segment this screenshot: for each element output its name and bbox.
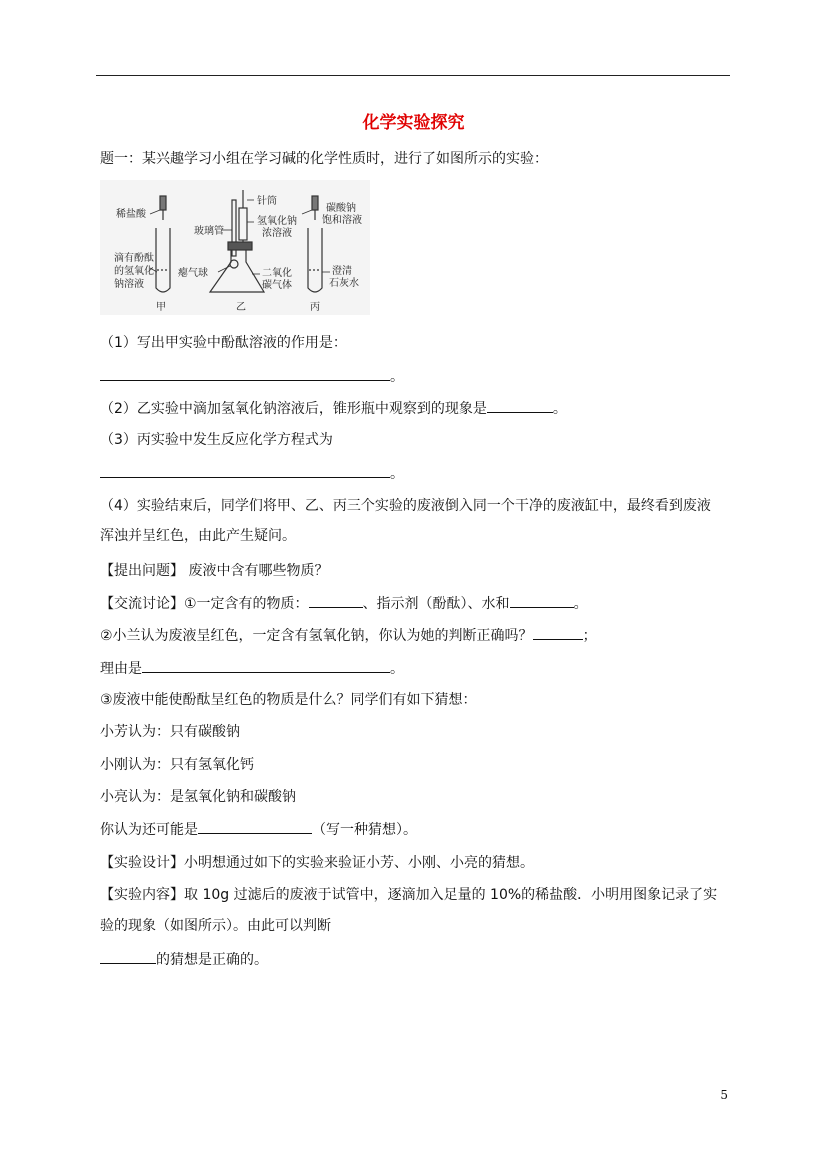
answer-blank[interactable] — [487, 398, 553, 413]
label-limewater-1: 澄清 — [332, 266, 352, 277]
discussion-3: ③废液中能使酚酞呈红色的物质是什么？同学们有如下猜想： — [100, 692, 477, 708]
answer-blank[interactable] — [142, 658, 390, 673]
question-1-4-line-2: 浑浊并呈红色，由此产生疑问。 — [100, 528, 296, 544]
question-1-4-line-1: （4）实验结束后，同学们将甲、乙、丙三个实验的废液倒入同一个干净的废液缸中，最终看到废液 — [100, 498, 711, 514]
guess-4: 你认为还可能是 （写一种猜想）。 — [100, 819, 417, 840]
answer-line-1-3: 。 — [100, 463, 404, 484]
label-limewater-2: 石灰水 — [329, 278, 359, 289]
label-jia: 甲 — [156, 302, 166, 313]
question-1-1: （1）写出甲实验中酚酞溶液的作用是： — [100, 335, 347, 351]
label-co2-2: 碳气体 — [262, 280, 292, 291]
label-glass-tube: 玻璃管 — [194, 226, 224, 237]
label-bing: 丙 — [310, 302, 320, 313]
guess-3: 小亮认为：是氢氧化钠和碳酸钠 — [100, 789, 296, 805]
label-naoh-2: 浓溶液 — [262, 228, 292, 239]
discussion-2: ②小兰认为废液呈红色，一定含有氢氧化钠，你认为她的判断正确吗？ ； — [100, 625, 597, 646]
guess-2: 小刚认为：只有氢氧化钙 — [100, 757, 254, 773]
answer-blank[interactable] — [100, 463, 390, 478]
reason-line: 理由是 。 — [100, 658, 404, 679]
guess-1: 小芳认为：只有碳酸钠 — [100, 724, 240, 740]
section-content-line-2: 验的现象（如图所示）。由此可以判断 — [100, 918, 331, 934]
label-naoh-1: 氢氧化钠 — [257, 216, 297, 227]
label-phenol-2: 的氢氧化 — [114, 266, 154, 277]
section-ask: 【提出问题】 废液中含有哪些物质？ — [100, 563, 329, 579]
label-hcl: 稀盐酸 — [116, 209, 146, 220]
page-title: 化学实验探究 — [362, 113, 465, 133]
label-balloon: 瘪气球 — [178, 268, 208, 279]
answer-blank[interactable] — [533, 625, 583, 640]
answer-blank[interactable] — [198, 819, 312, 834]
label-co2-1: 二氧化 — [262, 268, 292, 279]
discussion-1: 【交流讨论】①一定含有的物质： 、指示剂（酚酞）、水和 。 — [100, 593, 588, 614]
label-na2co3-1: 碳酸钠 — [326, 203, 356, 214]
question-intro: 题一：某兴趣学习小组在学习碱的化学性质时，进行了如图所示的实验： — [100, 151, 548, 167]
label-yi: 乙 — [236, 302, 246, 313]
page-number: 5 — [720, 1088, 728, 1102]
answer-blank[interactable] — [100, 366, 390, 381]
answer-blank[interactable] — [510, 593, 574, 608]
question-1-3: （3）丙实验中发生反应化学方程式为 — [100, 432, 333, 448]
label-phenol-3: 钠溶液 — [114, 279, 144, 290]
label-phenol-1: 滴有酚酞 — [114, 253, 154, 264]
section-design: 【实验设计】小明想通过如下的实验来验证小芳、小刚、小亮的猜想。 — [100, 855, 534, 871]
final-line: 的猜想是正确的。 — [100, 949, 268, 970]
experiment-figure — [100, 180, 370, 315]
label-na2co3-2: 饱和溶液 — [322, 215, 362, 226]
answer-line-1-1: 。 — [100, 366, 404, 387]
label-needle: 针筒 — [257, 196, 277, 207]
answer-blank[interactable] — [309, 593, 363, 608]
question-1-2: （2）乙实验中滴加氢氧化钠溶液后，锥形瓶中观察到的现象是 。 — [100, 398, 567, 419]
header-rule — [96, 75, 730, 76]
answer-blank[interactable] — [100, 949, 156, 964]
section-content-line-1: 【实验内容】取 10g 过滤后的废液于试管中，逐滴加入足量的 10%的稀盐酸．小明用图象记录了实 — [100, 887, 718, 903]
